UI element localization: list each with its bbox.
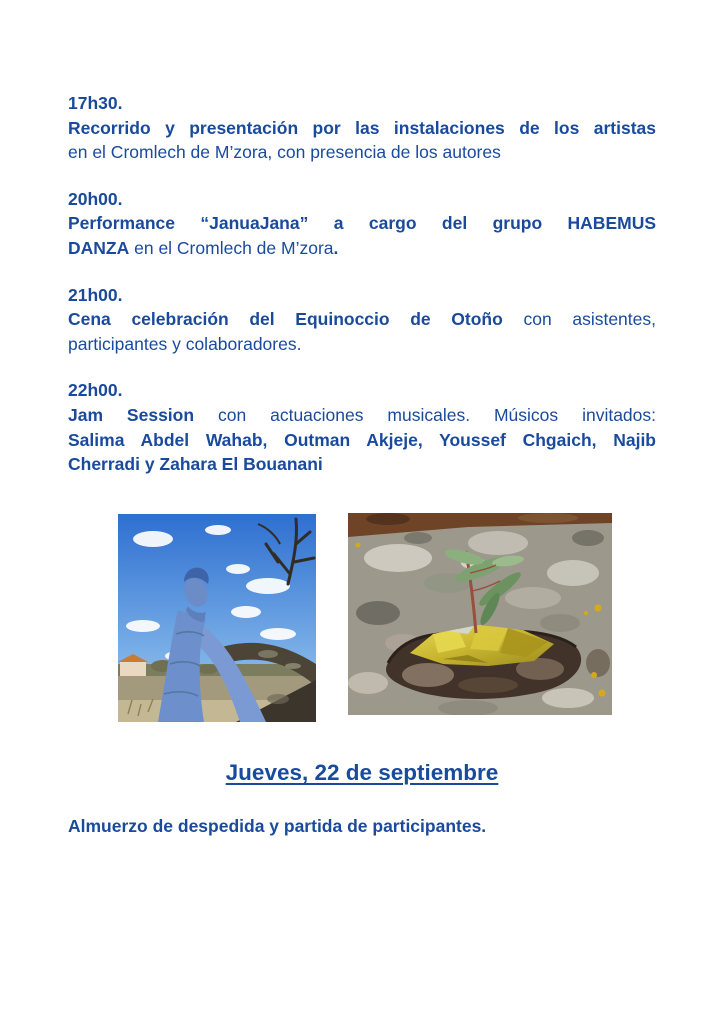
schedule-section — [68, 91, 656, 165]
text-segment: Recorrido y presentación por las instalaciones de los artistas — [68, 117, 656, 138]
photo-rock-pool — [348, 513, 612, 715]
schedule — [68, 91, 656, 499]
schedule-text-line — [68, 236, 656, 261]
text-segment: . — [333, 237, 339, 258]
schedule-text-line — [68, 452, 656, 477]
schedule-section — [68, 187, 656, 261]
text-segment: con actuaciones musicales. Músicos invitados: — [194, 404, 657, 425]
schedule-section — [68, 378, 656, 476]
schedule-text-line — [68, 211, 656, 236]
text-segment: Salima Abdel Wahab, Outman Akjeje, Youssef Chgaich, Najib — [68, 429, 656, 450]
schedule-section — [68, 283, 656, 357]
closing-text: Almuerzo de despedida y partida de participantes. — [68, 816, 487, 836]
time-label: 20h00. — [68, 188, 123, 209]
text-segment: Performance “JanuaJana” a cargo del grupo HABEMUS — [68, 213, 656, 234]
schedule-text-line — [68, 307, 656, 332]
time-label: 21h00. — [68, 284, 123, 305]
schedule-text-line — [68, 116, 656, 141]
text-segment: DANZA — [68, 237, 130, 258]
time-label: 17h30. — [68, 93, 123, 113]
text-segment: Cherradi y Zahara El Bouanani — [68, 454, 323, 475]
photo-blue-figure — [118, 514, 316, 722]
text-segment: con asistentes, — [502, 309, 656, 330]
text-segment: en el Cromlech de M’zora, con presencia de los autores — [68, 142, 501, 163]
schedule-text-line — [68, 332, 656, 357]
time-label: 22h00. — [68, 380, 123, 401]
text-segment: Cena celebración del Equinoccio de Otoño — [68, 309, 503, 330]
schedule-text-line — [68, 140, 656, 165]
text-segment: Jam Session — [68, 404, 195, 425]
text-segment: en el Cromlech de M’zora — [129, 237, 334, 258]
schedule-text-line — [68, 428, 656, 453]
rock-pool-photo-illustration — [348, 513, 612, 715]
schedule-text-line — [68, 403, 656, 428]
day-heading-text: Jueves, 22 de septiembre — [225, 760, 499, 785]
text-segment: participantes y colaboradores. — [68, 333, 302, 354]
blue-figure-photo-illustration — [118, 514, 316, 722]
day-heading — [0, 760, 724, 786]
